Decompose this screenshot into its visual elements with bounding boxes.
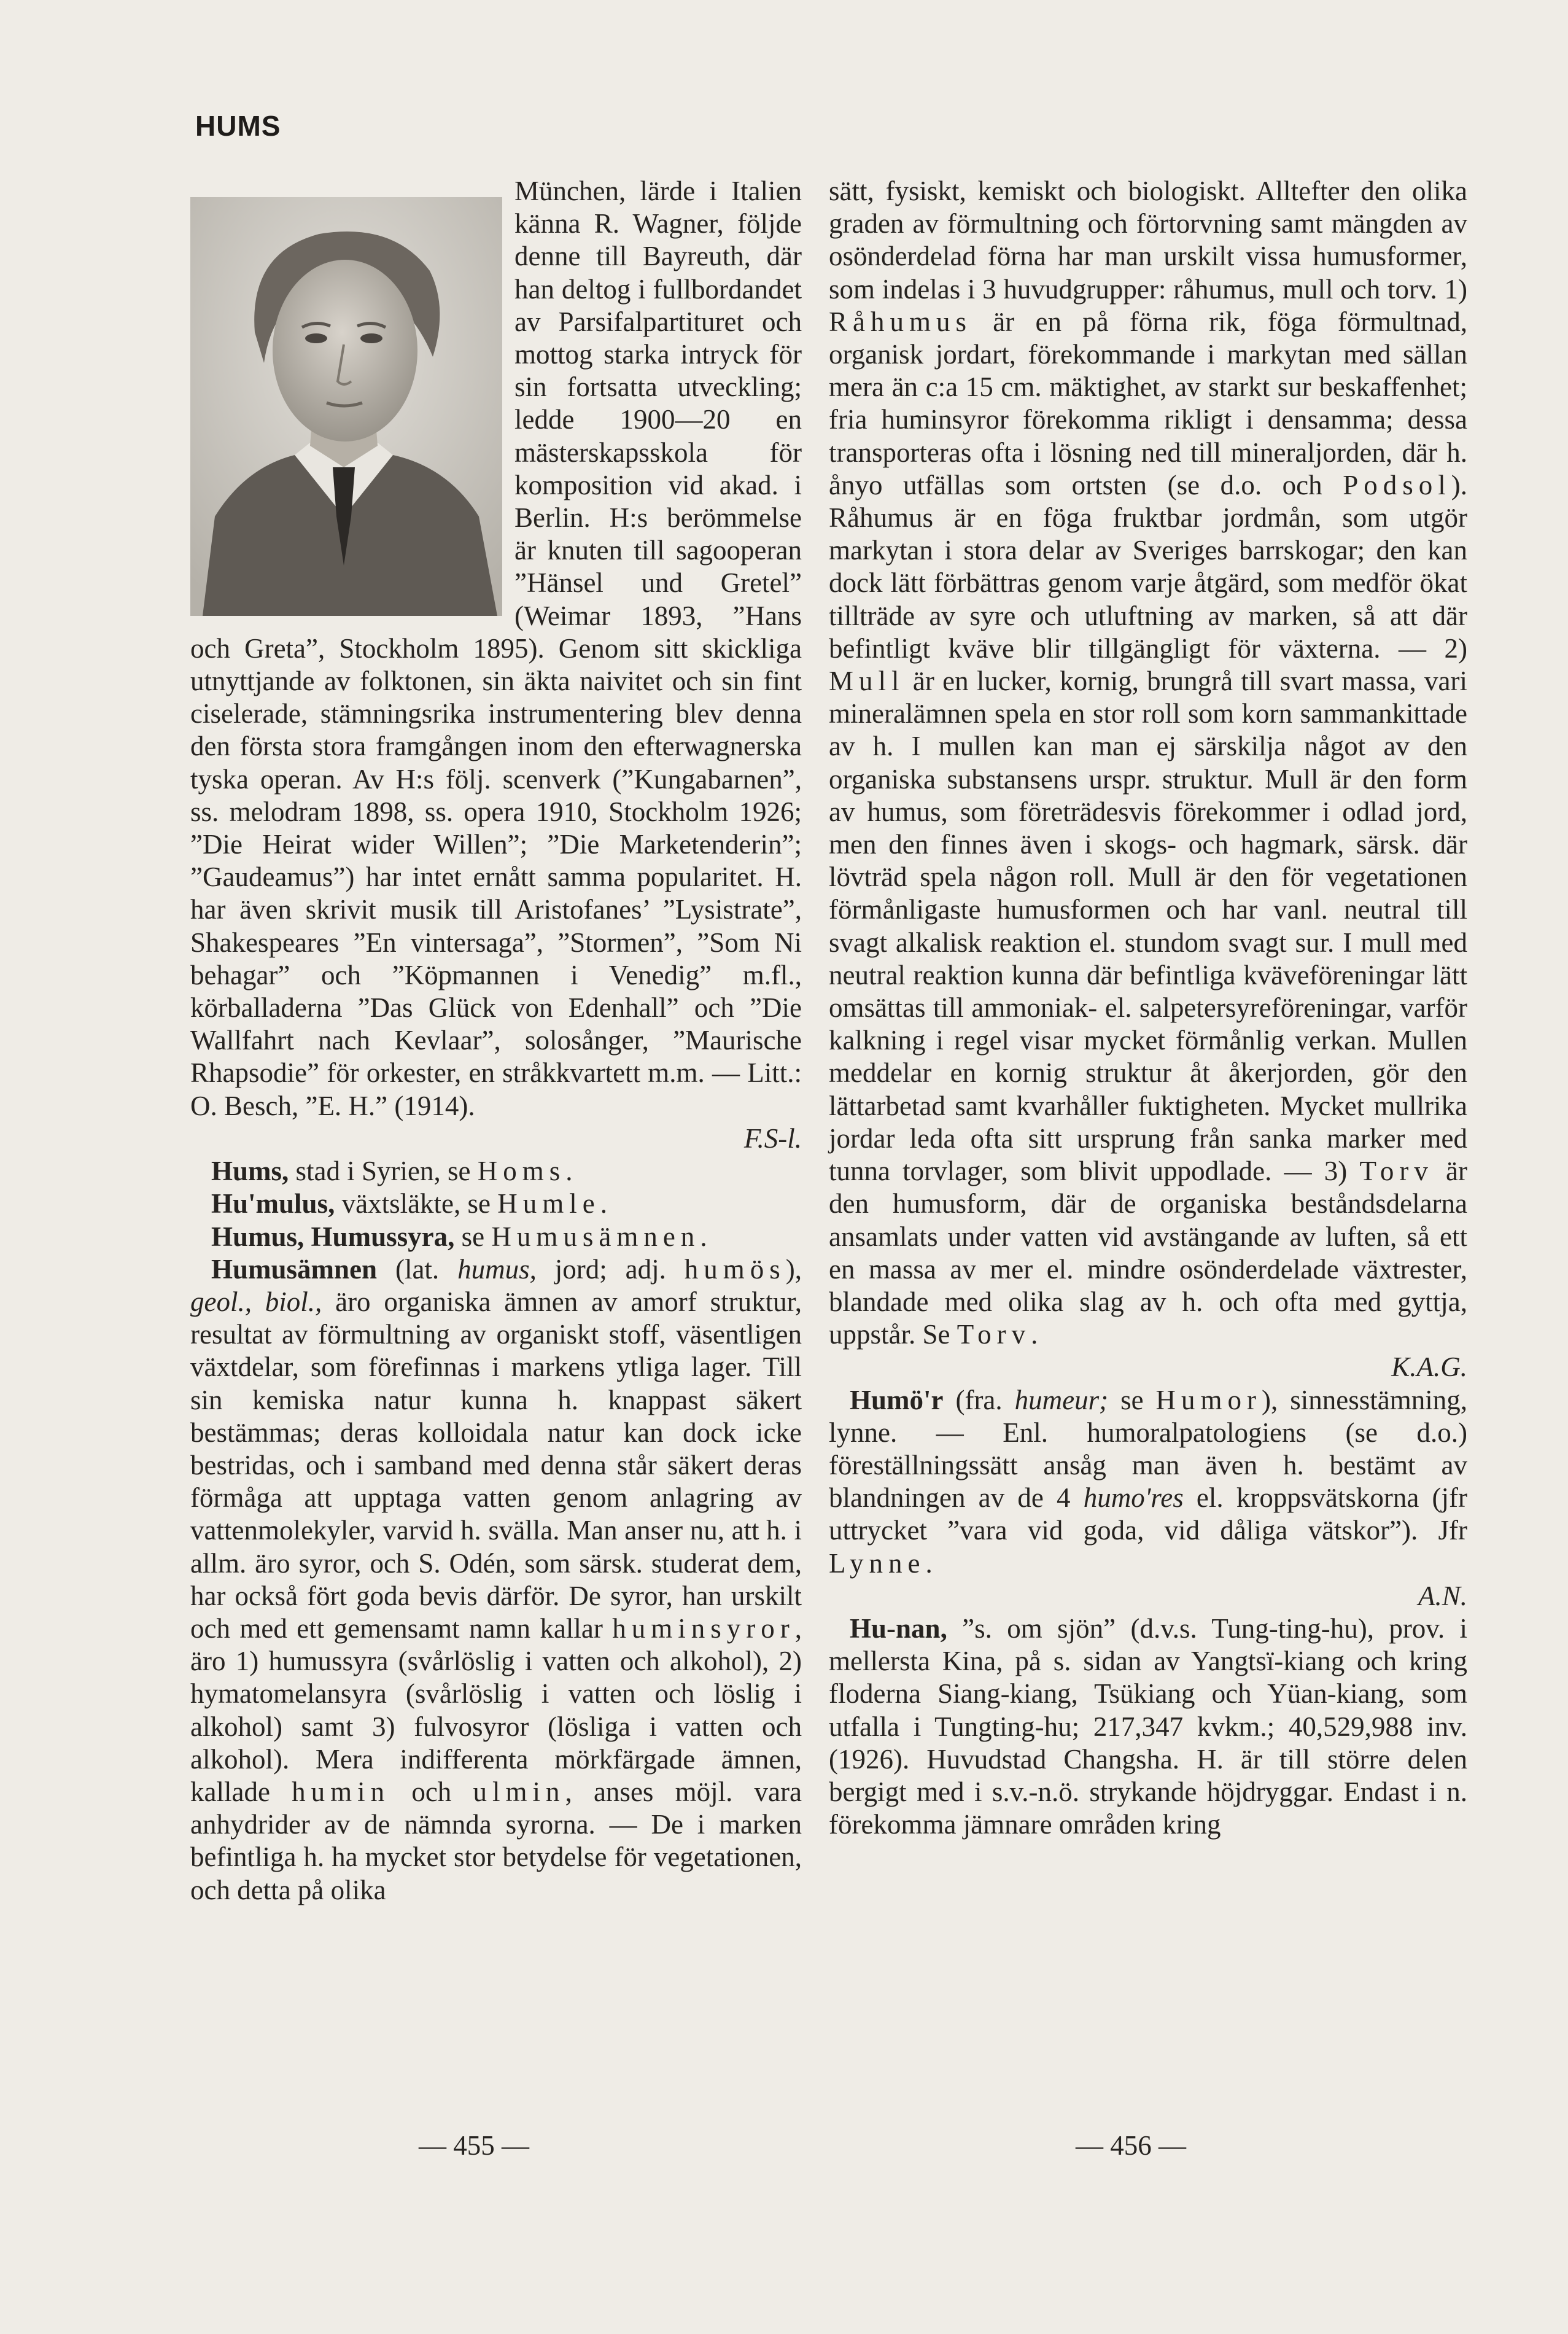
entry-hunan: Hu-nan, ”s. om sjön” (d.v.s. Tung-ting-hu), prov. i mellersta Kina, på s. sidan av Yangtsï-kiang och kring floderna Siang-kiang, Tsükiang och Yüan-kiang, som utfalla i Tungting-hu; 217,347 kvkm.; 40,529,988 inv. (1926). Huvudstad Changsha. H. är till större delen bergigt med i s.v.-n.ö. strykande höjdryggar. Endast i n. förekomma jämnare områden kring bbox=[829, 1612, 1467, 1840]
signature-kag: K.A.G. bbox=[1391, 1352, 1467, 1383]
page-number-right: — 456 — bbox=[1076, 2130, 1186, 2161]
running-head: HUMS bbox=[195, 110, 281, 142]
portrait-photo bbox=[190, 197, 502, 616]
right-column bbox=[829, 175, 1467, 1841]
entry-humperdinck-continuation: München, lärde i Italien känna R. Wagner, följde denne till Bayreuth, där han deltog i fullbordandet av Parsifalpartituret och mottog starka intryck för sin fortsatta utveckling; ledde 1900—20 en mästerskapsskola för komposition vid akad. i Berlin. H:s berömmelse är knuten till sagooperan ”Hänsel und Gretel” (Weimar 1893, ”Hans och Greta”, Stockholm 1895). Genom sitt skickliga utnyttjande av folktonen, sin äkta naivitet och sin fint ciselerade, stämningsrika instrumentering blev denna den första stora framgången inom den efterwagnerska tyska operan. Av H:s följ. scenverk (”Kungabarnen”, ss. melodram 1898, ss. opera 1910, Stockholm 1926; ”Die Heirat wider Willen”; ”Die Marketenderin”; ”Gaudeamus”) har intet ernått samma popularitet. H. har även skrivit musik till Aristofanes’ ”Lysistrate”, Shakespeares ”En vintersaga”, ”Stormen”, ”Som Ni behagar” och ”Köpmannen i Venedig” m.fl., körballaderna ”Das Glück von Edenhall” och ”Die Wallfahrt nach Kevlaar”, solosånger, ”Maurische Rhapsodie” för orkester, en stråkkvartett m.m. — Litt.: O. Besch, ”E. H.” (1914). bbox=[190, 176, 802, 1121]
entry-humus: Humus, Humussyra, se Humusämnen. bbox=[211, 1221, 707, 1252]
entry-humor: Humö'r (fra. humeur; se Humor), sinnesstämning, lynne. — Enl. humoralpatologiens (se d.o.) föreställningssätt ansåg man även h. bestämt av blandningen av de 4 humo'res el. kroppsvätskorna (jfr uttrycket ”vara vid goda, vid dåliga vätskor”). Jfr Lynne. bbox=[829, 1384, 1467, 1579]
headword: Humusämnen bbox=[211, 1253, 378, 1285]
entry-humusamnen: Humusämnen (lat. humus, jord; adj. humös), geol., biol., äro organiska ämnen av amorf struktur, resultat av förmultning av organiskt stoff, väsentligen växtdelar, som förefinnas i markens ytliga lager. Till sin kemiska natur kunna h. knappast säkert bestämmas; deras kolloidala natur kan dock icke bestridas, och i samband med denna står säkert deras förmåga att upptaga vatten genom anlagring av vattenmolekyler, varvid h. svälla. Man anser nu, att h. i allm. äro syror, och S. Odén, som särsk. studerat dem, har också fört goda bevis därför. De syror, han urskilt och med ett gemensamt namn kallar huminsyror, äro 1) humussyra (svårlöslig i vatten och alkohol), 2) hymatomelansyra (svårlöslig i vatten och löslig i alkohol) samt 3) fulvosyror (lösliga i vatten och alkohol). Mera indifferenta mörkfärgade ämnen, kallade humin och ulmin, anses möjl. vara anhydrider av de nämnda syrorna. — De i marken befintliga h. ha mycket stor betydelse för vegetationen, och detta på olika bbox=[190, 1253, 802, 1905]
entry-hums: Hums, stad i Syrien, se Homs. bbox=[211, 1156, 573, 1187]
page-number-left: — 455 — bbox=[419, 2130, 529, 2161]
cross-reference: Humusämnen bbox=[491, 1221, 701, 1252]
cross-reference: Homs bbox=[477, 1156, 566, 1187]
signature-an: A.N. bbox=[1418, 1580, 1467, 1611]
headword: Hums, bbox=[211, 1156, 289, 1187]
left-column bbox=[190, 175, 802, 1907]
headword: Humö'r bbox=[850, 1384, 944, 1415]
headword: Hu'mulus, bbox=[211, 1188, 335, 1220]
headword: Hu-nan, bbox=[850, 1612, 947, 1644]
headword: Humus, Humussyra, bbox=[211, 1221, 455, 1252]
entry-humusamnen-continuation: sätt, fysiskt, kemiskt och biologiskt. Alltefter den olika graden av förmultning och förtorvning samt mängden av osönderdelad förna har man urskilt vissa humusformer, som indelas i 3 huvudgrupper: råhumus, mull och torv. 1) Råhumus är en på förna rik, föga förmultnad, organisk jordart, förekommande i markytan med sällan mera än c:a 15 cm. mäktighet, av starkt sur beskaffenhet; fria huminsyror förekomma rikligt i densamma; dessa transporteras ofta i lösning ned till mineraljorden, där h. ånyo utfällas som ortsten (se d.o. och Podsol). Råhumus är en föga fruktbar jordmån, som utgör markytan i stora delar av Sveriges barrskogar; den kan dock lätt förbättras genom varje åtgärd, som medför ökat tillträde av syre och utluftning av marken, så att där befintligt kväve blir tillgängligt för växterna. — 2) Mull är en lucker, kornig, brungrå till svart massa, vari mineralämnen spela en stor roll som korn sammankittade av h. I mullen kan man ej särskilja något av den organiska substansens urspr. struktur. Mull är den form av humus, som företrädesvis förekommer i odlad jord, men den finnes även i skogs- och hagmark, särsk. där lövträd spela någon roll. Mull är den för vegetationen förmånligaste humusformen och har vanl. neutral till svagt alkalisk reaktion el. stundom svagt sur. I mull med neutral reaktion kunna där befintliga kväveföreningar lätt omsättas till ammoniak- el. salpetersyreföreningar, varför kalkning i regel visar mycket förmånlig verkan. Mullen meddelar en kornig struktur åt åkerjorden, gör den lättarbetad samt kvarhåller fuktigheten. Mycket mullrika jordar leda ofta sitt ursprung från sanka marker med tunna torvlager, som blivit uppodlade. — 3) Torv är den humusform, där de organiska beståndsdelarna ansamlats under vatten vid avstängande av luften, så ett en massa av mer el. mindre osönderdelade växtrester, blandade med olika slag av h. och ofta med gyttja, uppstår. Se Torv. bbox=[829, 176, 1467, 1350]
signature-fsl: F.S-l. bbox=[743, 1122, 802, 1154]
entry-humulus: Hu'mulus, växtsläkte, se Humle. bbox=[211, 1188, 608, 1220]
portrait-illustration bbox=[190, 197, 502, 616]
cross-reference: Humle bbox=[497, 1188, 600, 1220]
